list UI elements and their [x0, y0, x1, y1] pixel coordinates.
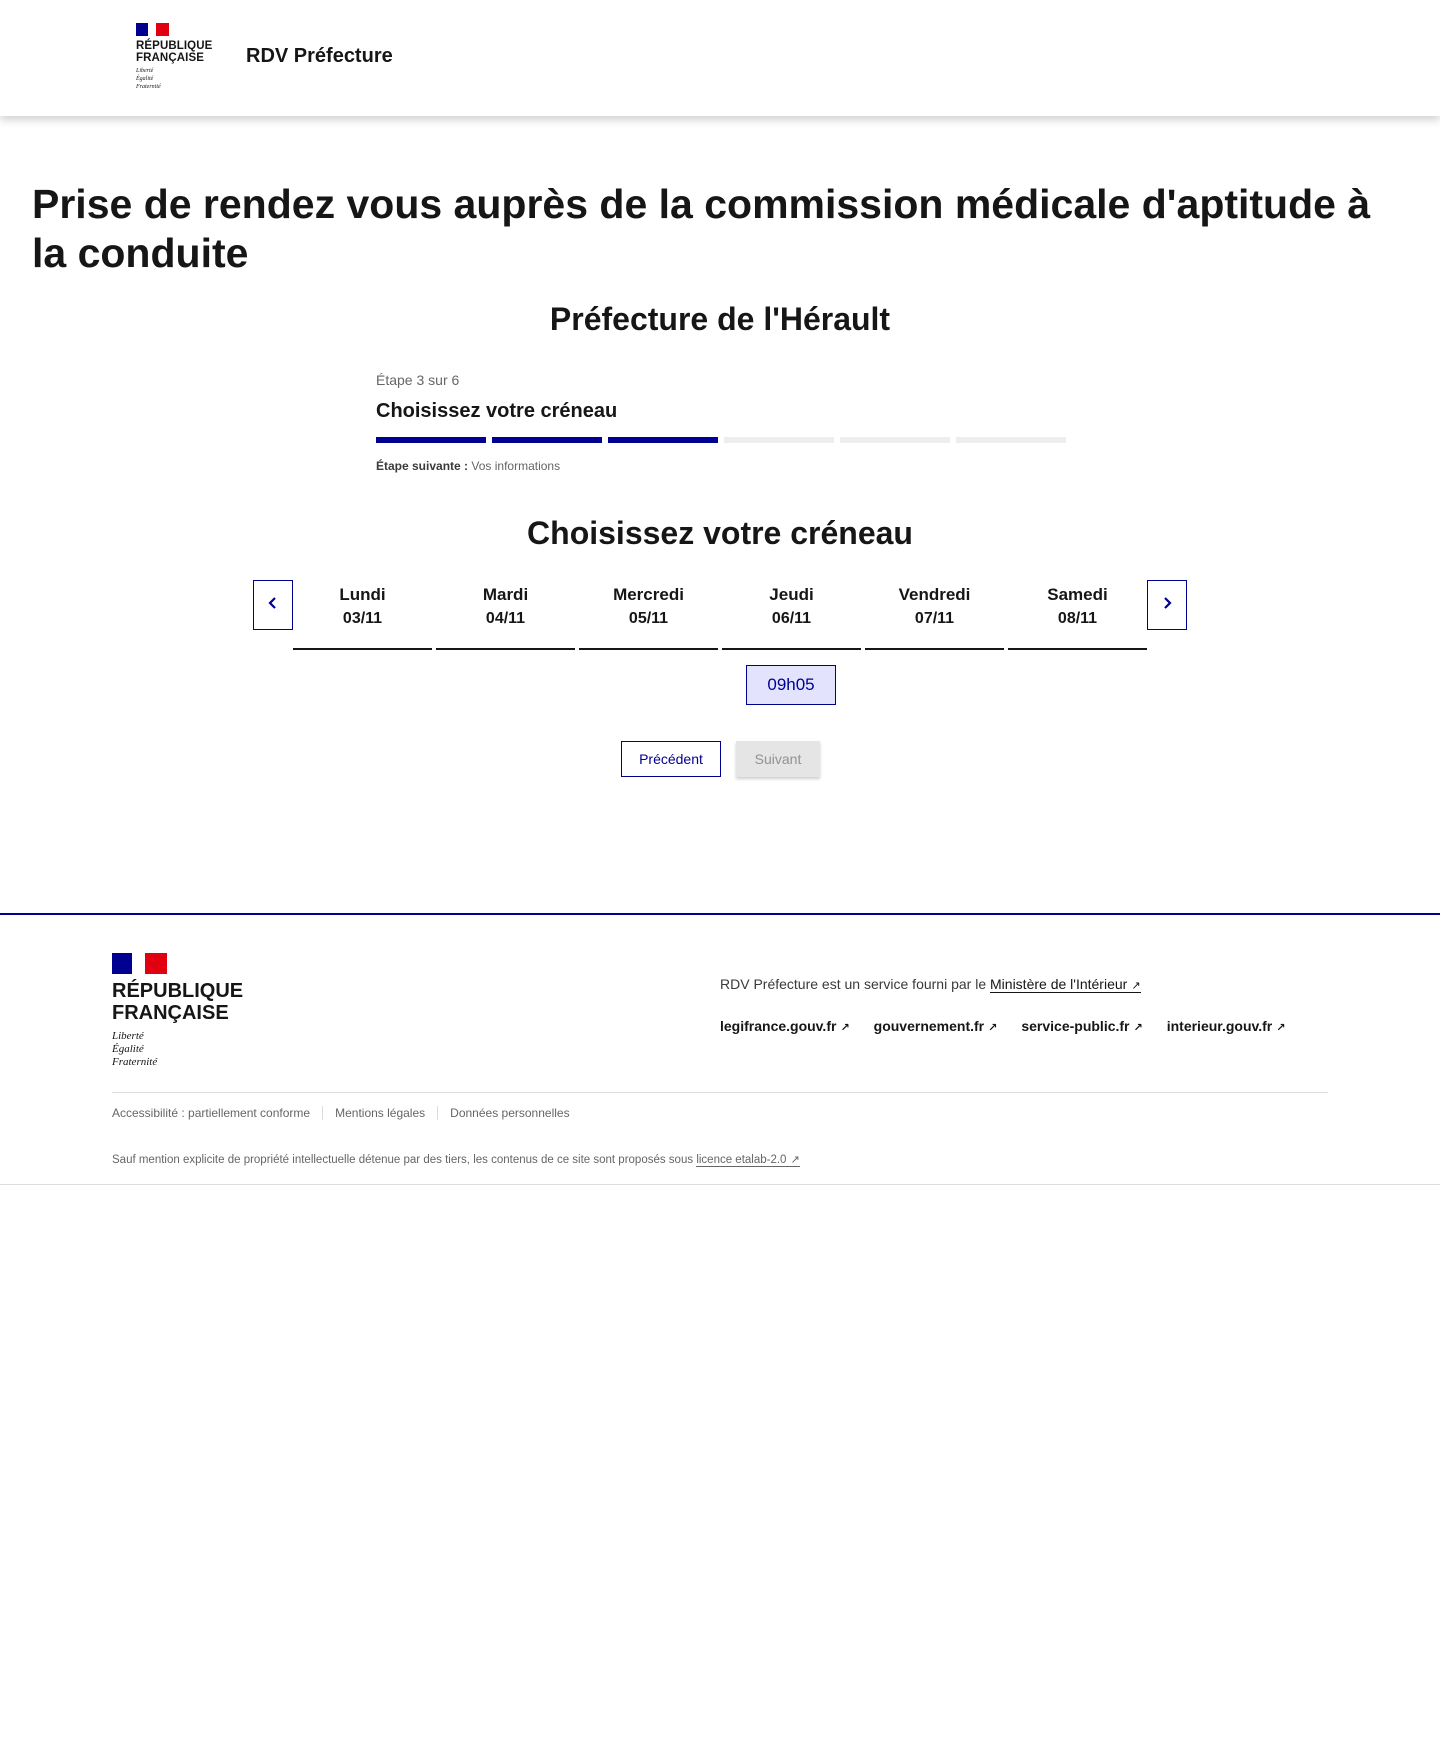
- footer-description: [720, 976, 1141, 992]
- step-bar: [492, 437, 602, 443]
- footer-bottom-links: [112, 1106, 582, 1120]
- stepper: [376, 372, 1066, 473]
- footer-logo-text: [112, 980, 243, 1024]
- service-public-link[interactable]: [1021, 1018, 1142, 1034]
- external-link-icon: ↗: [988, 1022, 998, 1034]
- logo-text: [136, 40, 226, 64]
- external-link-icon: ↗: [1133, 1022, 1143, 1034]
- legifrance-link[interactable]: [720, 1018, 850, 1034]
- link-text: legifrance.gouv.fr: [720, 1018, 837, 1034]
- license-text: Sauf mention explicite de propriété intellectuelle détenue par des tiers, les contenus de ce site sont proposés sous: [112, 1154, 694, 1166]
- footer-motto-line-1: Liberté: [112, 1030, 144, 1042]
- license-link[interactable]: [696, 1154, 799, 1167]
- day-column: [579, 580, 718, 650]
- step-progress-bars: [376, 437, 1066, 443]
- personal-data-link[interactable]: Données personnelles: [437, 1106, 581, 1120]
- day-column: [722, 580, 861, 650]
- next-button[interactable]: Suivant: [736, 741, 820, 777]
- day-name: Mardi: [482, 585, 529, 604]
- ministere-link[interactable]: [990, 976, 1141, 993]
- day-column: [436, 580, 575, 650]
- chevron-right-icon: [1161, 596, 1173, 615]
- motto-line-1: Liberté: [136, 68, 154, 74]
- license-link-text: licence etalab-2.0: [696, 1154, 787, 1166]
- day-name: Vendredi: [898, 585, 971, 604]
- footer-motto-line-3: Fraternité: [112, 1056, 158, 1068]
- legal-notice-link[interactable]: Mentions légales: [322, 1106, 437, 1120]
- gouvernement-link[interactable]: [874, 1018, 998, 1034]
- step-state: Étape 3 sur 6: [376, 372, 460, 388]
- page-title: Prise de rendez vous auprès de la commission médicale d'aptitude à la conduite: [32, 181, 1371, 276]
- footer-logo-motto: [112, 1030, 243, 1069]
- previous-week-button[interactable]: [253, 580, 293, 630]
- footer-license: [112, 1153, 800, 1166]
- logo-line-2: FRANÇAISE: [136, 52, 204, 64]
- day-column: [1008, 580, 1147, 650]
- day-name: Mercredi: [613, 585, 684, 604]
- motto-line-2: Égalité: [136, 76, 154, 82]
- day-date: 04/11: [485, 610, 526, 627]
- step-current-title: Choisissez votre créneau: [376, 400, 618, 422]
- logo-motto: [136, 67, 226, 91]
- day-columns: [293, 580, 1147, 650]
- motto-line-3: Fraternité: [136, 84, 161, 90]
- step-next-value: Vos informations: [471, 459, 561, 473]
- external-link-icon: ↗: [790, 1154, 800, 1166]
- service-name[interactable]: RDV Préfecture: [246, 45, 393, 67]
- day-date: 05/11: [628, 610, 669, 627]
- footer-divider: [112, 1092, 1328, 1093]
- logo-line-1: RÉPUBLIQUE: [136, 40, 213, 52]
- step-bar: [956, 437, 1066, 443]
- marianne-flag-icon: [136, 23, 169, 36]
- previous-button[interactable]: Précédent: [621, 741, 721, 777]
- next-week-button[interactable]: [1147, 580, 1187, 630]
- day-column: [865, 580, 1004, 650]
- link-text: service-public.fr: [1021, 1018, 1130, 1034]
- site-header: [0, 0, 1440, 116]
- republique-francaise-logo[interactable]: [136, 23, 226, 91]
- site-footer: [0, 913, 1440, 1185]
- link-text: gouvernement.fr: [873, 1018, 985, 1034]
- step-next: [376, 459, 1066, 473]
- step-bar: [724, 437, 834, 443]
- external-link-icon: ↗: [1131, 980, 1141, 992]
- day-column: [293, 580, 432, 650]
- prefecture-title: Préfecture de l'Hérault: [549, 301, 891, 337]
- external-link-icon: ↗: [1276, 1022, 1286, 1034]
- ministere-link-text: Ministère de l'Intérieur: [990, 976, 1128, 992]
- footer-links: [720, 1018, 1285, 1034]
- day-name: Samedi: [1047, 585, 1108, 604]
- footer-logo[interactable]: [112, 953, 243, 1069]
- interieur-link[interactable]: [1167, 1018, 1286, 1034]
- day-date: 06/11: [771, 610, 812, 627]
- step-bar: [376, 437, 486, 443]
- chevron-left-icon: [267, 596, 279, 615]
- link-text: interieur.gouv.fr: [1166, 1018, 1273, 1034]
- day-name: Lundi: [339, 585, 386, 604]
- slot-section-title: Choisissez votre créneau: [527, 515, 913, 551]
- footer-desc-text: RDV Préfecture est un service fourni par le: [720, 976, 987, 992]
- day-date: 08/11: [1057, 610, 1098, 627]
- footer-motto-line-2: Égalité: [112, 1043, 144, 1055]
- day-date: 07/11: [914, 610, 955, 627]
- footer-logo-line-1: RÉPUBLIQUE: [112, 980, 244, 1002]
- step-next-label: Étape suivante :: [376, 459, 469, 473]
- external-link-icon: ↗: [840, 1022, 850, 1034]
- day-name: Jeudi: [769, 585, 814, 604]
- accessibility-link[interactable]: Accessibilité : partiellement conforme: [112, 1106, 311, 1120]
- marianne-flag-icon: [112, 953, 167, 974]
- day-date: 03/11: [342, 610, 383, 627]
- step-bar: [608, 437, 718, 443]
- step-bar: [840, 437, 950, 443]
- time-slot-button[interactable]: 09h05: [746, 665, 836, 705]
- footer-logo-line-2: FRANÇAISE: [112, 1002, 229, 1024]
